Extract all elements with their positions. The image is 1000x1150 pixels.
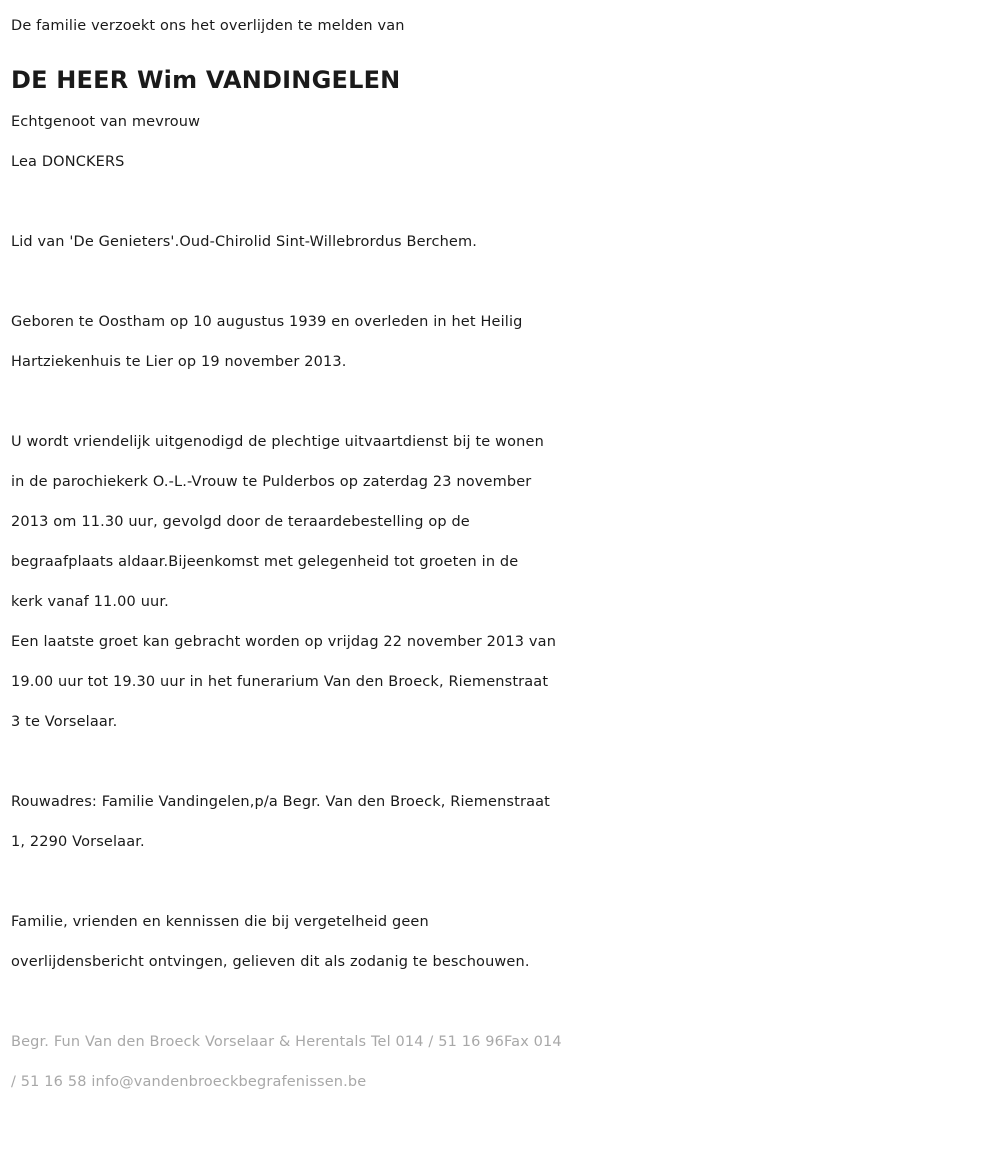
service-line: begraafplaats aldaar.Bijeenkomst met gelegenheid tot groeten in de — [11, 554, 519, 570]
service-line: U wordt vriendelijk uitgenodigd de plechtige uitvaartdienst bij te wonen — [11, 434, 544, 450]
visitation-line: 3 te Vorselaar. — [11, 714, 118, 730]
deceased-name: DE HEER Wim VANDINGELEN — [11, 66, 401, 94]
membership-text: Lid van 'De Genieters'.Oud-Chirolid Sint-Willebrordus Berchem. — [11, 234, 478, 250]
footer-line: / 51 16 58 info@vandenbroeckbegrafenissen.be — [11, 1074, 367, 1090]
notice-block — [11, 902, 988, 982]
address-line: 1, 2290 Vorselaar. — [11, 834, 145, 850]
footer-line: Begr. Fun Van den Broeck Vorselaar & Herentals Tel 014 / 51 16 96Fax 014 — [11, 1034, 562, 1050]
address-line: Rouwadres: Familie Vandingelen,p/a Begr. Van den Broeck, Riemenstraat — [11, 794, 550, 810]
spacer — [11, 382, 988, 422]
death-line: Hartziekenhuis te Lier op 19 november 2013. — [11, 354, 347, 370]
birth-death-block — [11, 302, 988, 382]
service-block — [11, 422, 988, 742]
birth-line: Geboren te Oostham op 10 augustus 1939 en overleden in het Heilig — [11, 314, 523, 330]
service-line: kerk vanaf 11.00 uur. — [11, 594, 169, 610]
spouse-line: Echtgenoot van mevrouw — [11, 114, 201, 130]
spacer — [11, 182, 988, 222]
spacer — [11, 862, 988, 902]
funeral-home-footer — [11, 1022, 988, 1102]
notice-line: overlijdensbericht ontvingen, gelieven dit als zodanig te beschouwen. — [11, 954, 530, 970]
spacer — [11, 262, 988, 302]
spouse-name: Lea DONCKERS — [11, 154, 125, 170]
spacer — [11, 982, 988, 1022]
notice-line: Familie, vrienden en kennissen die bij vergetelheid geen — [11, 914, 429, 930]
service-line: 2013 om 11.30 uur, gevolgd door de teraardebestelling op de — [11, 514, 470, 530]
visitation-line: 19.00 uur tot 19.30 uur in het funerarium Van den Broeck, Riemenstraat — [11, 674, 549, 690]
spouse-block — [11, 102, 988, 182]
address-block — [11, 782, 988, 862]
intro-text: De familie verzoekt ons het overlijden te melden van — [11, 18, 405, 34]
visitation-line: Een laatste groet kan gebracht worden op vrijdag 22 november 2013 van — [11, 634, 557, 650]
service-line: in de parochiekerk O.-L.-Vrouw te Pulderbos op zaterdag 23 november — [11, 474, 532, 490]
spacer — [11, 46, 988, 54]
spacer — [11, 742, 988, 782]
